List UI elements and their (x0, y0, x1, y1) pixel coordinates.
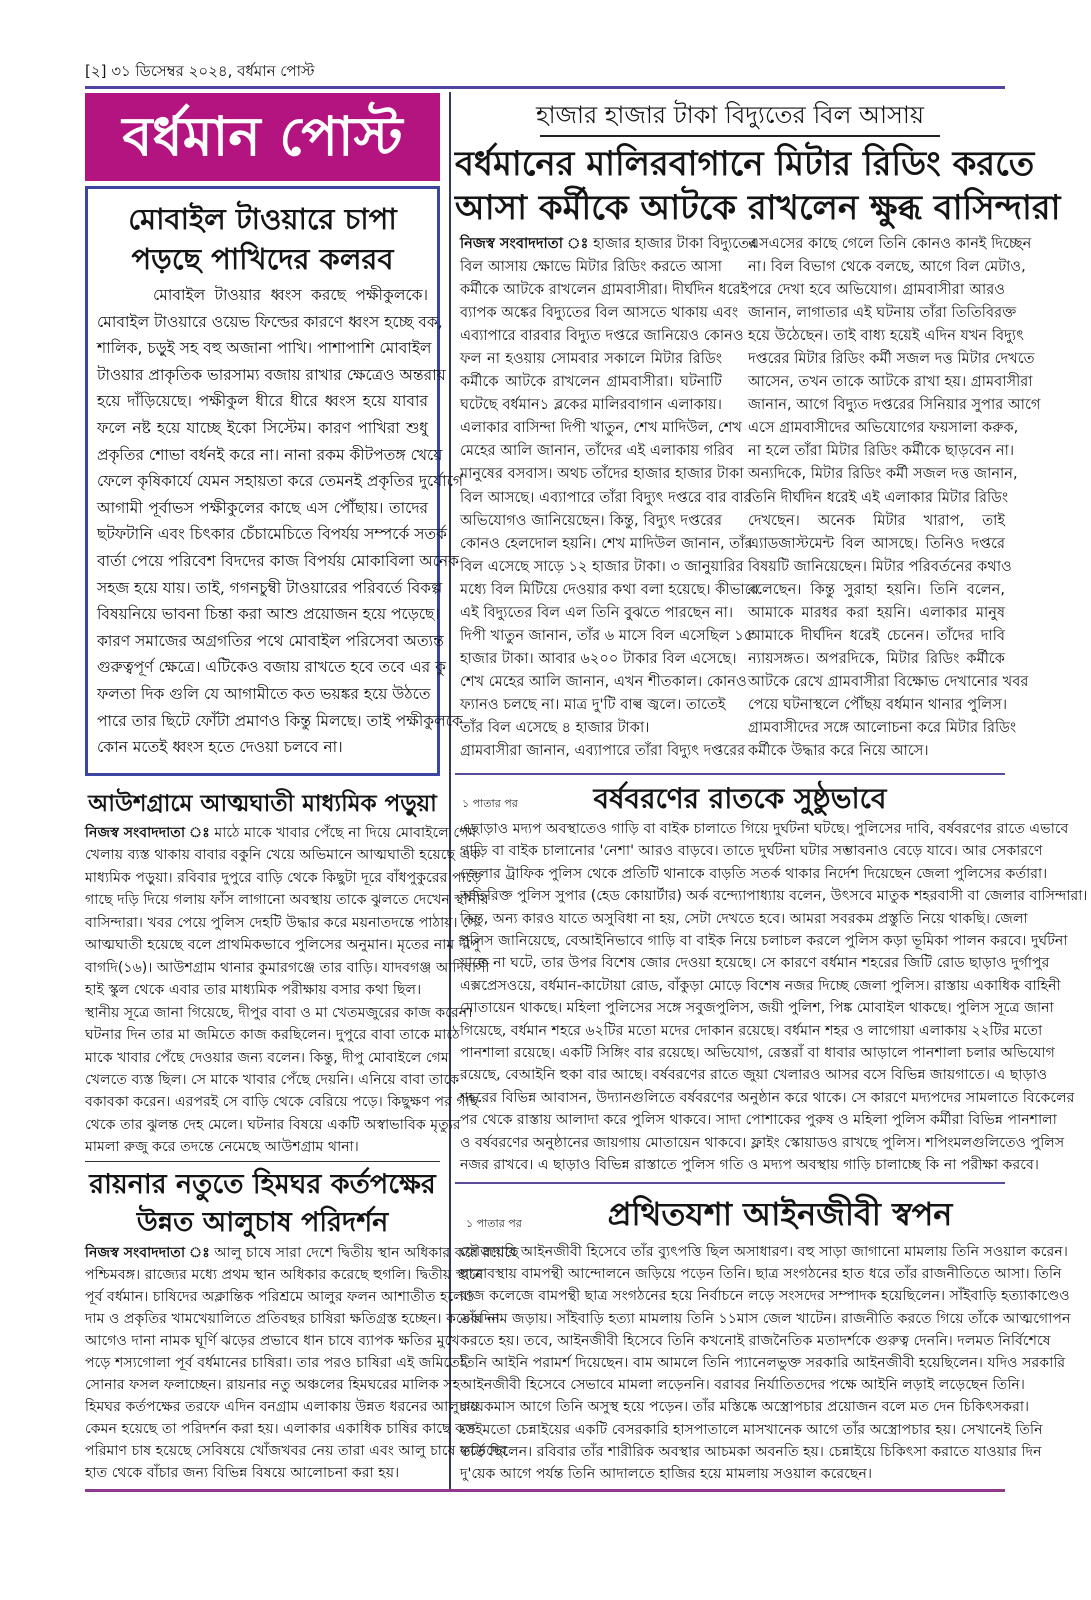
body-line (85, 822, 477, 844)
body-line-text: প্রকৃতির শোভা বর্ধনই করে না। নানা রকম কীটপতঙ্গ খেয়ে (97, 445, 443, 464)
body-line (460, 370, 722, 393)
body-line (97, 521, 448, 548)
body-line (748, 739, 1005, 762)
article-headline: বর্ষবরণের রাতকে সুষ্ঠুভাবে (593, 782, 887, 815)
body-line-text: খেলতে ব্যস্ত ছিল। সে মাকে খাবার পেঁছে দেয়নি। এনিয়ে বাবা তাকে (85, 1071, 460, 1088)
body-line (460, 324, 744, 347)
body-line (748, 278, 1005, 301)
body-line (748, 301, 1017, 324)
body-line-text: গ্রামবাসীরা জানান, এব্যাপারে তাঁরা বিদ্যুৎ দপ্তরের (460, 742, 746, 760)
body-line-text: ফলতা দিক গুলি যে আগামীতে কত ভয়ঙ্কর হয়ে উঠতে (97, 684, 431, 703)
body-line (85, 1308, 500, 1330)
body-line (460, 952, 1050, 974)
masthead-title: বর্ধমান পোস্ট (122, 105, 403, 168)
body-line (460, 232, 758, 255)
body-line (460, 1109, 1057, 1131)
section-rule (455, 773, 1005, 775)
body-line-text: এ্যাডজাস্টমেন্ট বিল আসছে। তিনিও দপ্তরে (748, 534, 1005, 552)
body-line (748, 347, 1035, 370)
body-line (460, 347, 722, 370)
body-line-text: দাম ও প্রকৃতির খামখেয়ালিতে প্রতিবছর চাষিরা ক্ষতিগ্রস্ত হচ্ছেন। কয়েকদিন (85, 1311, 500, 1327)
body-line-text: এই বিদ্যুতের বিল এল তিনি বুঝতে পারছেন না। (460, 603, 734, 621)
body-line (748, 555, 1012, 578)
body-line-text: কোনও হেলদোল হয়নি। শেখ মাদিউল জানান, তাঁর (460, 534, 753, 552)
body-line (460, 1463, 1005, 1485)
body-line (85, 1462, 440, 1484)
body-line-text: পরিমাণ চাষ হয়েছে সেবিষয়ে খোঁজখবর নেয় তারা এবং আলু চাষে ফড়েদের (85, 1443, 508, 1459)
body-line (97, 654, 446, 681)
body-line (97, 282, 428, 309)
body-line (460, 624, 754, 647)
body-line (85, 1024, 460, 1046)
body-line (85, 1352, 468, 1374)
section-rule (455, 1182, 1005, 1184)
body-line (460, 439, 734, 462)
body-line (460, 1352, 1066, 1374)
article-headline: প্রথিতযশা আইনজীবী স্বপন (607, 1195, 953, 1233)
masthead (85, 93, 440, 181)
body-line (748, 670, 1029, 693)
body-line-text: গ্রামবাসীদের সঙ্গে আলোচনা করে মিটার রিডিং (748, 718, 1017, 736)
body-line (460, 1020, 1043, 1042)
article-headline (97, 199, 428, 279)
body-line-text: কারণ সমাজের অগ্রগতির পথে মোবাইল পরিসেবা অত্যন্ত (97, 631, 444, 650)
article-body (85, 1242, 519, 1484)
body-line (85, 1286, 475, 1308)
body-line (460, 739, 746, 762)
body-line-text: বকাবকা করেন। এরপরই সে বাড়ি থেকে বেরিয়ে পড়ে। কিছুক্ষণ পর গাছ (85, 1094, 479, 1111)
page-header (85, 60, 315, 82)
body-line (748, 601, 1005, 624)
body-line-text: পশ্চিমবঙ্গ। রাজ্যের মধ্যে প্রথম স্থান অধিকার করেছে হুগলি। দ্বিতীয় স্থানে (85, 1267, 484, 1283)
body-line (460, 975, 1061, 997)
body-line-text: আগেও দানা নামক ঘূর্ণি ঝড়ের প্রভাবে ধান চাষে ব্যাপক ক্ষতির মুখে (85, 1333, 460, 1349)
body-line (97, 335, 432, 362)
body-line (460, 601, 734, 624)
headline-line: উন্নত আলুচাষ পরিদর্শন (136, 1207, 389, 1238)
body-line-text: বলেছেন। কিন্তু সুরাহা হয়নি। তিনি বলেন, (748, 580, 1005, 598)
body-line-text: আত্মঘাতী হয়েছে বলে প্রাথমিকভাবে পুলিসের অনুমান। মৃতের নাম দীপু (85, 937, 480, 954)
body-line-text: মধ্যে বিল মিটিয়ে দেওয়ার কথা বলা হয়েছে। কীভাবে (460, 580, 759, 598)
body-line-text: অভিযোগও জানিয়েছেন। কিন্তু, বিদ্যুৎ দপ্তরের (460, 511, 722, 529)
body-line (85, 1374, 461, 1396)
body-line-text: এক্সপ্রেসওয়ে, বর্ধমান-কাটোয়া রোড, বাঁকুড়া মোড়ে বিশেষ নজর দিচ্ছে জেলা পুলিস। রাস্তায় একাধিক বাহিনী (460, 977, 1061, 994)
body-line (748, 486, 1009, 509)
body-line (748, 393, 1041, 416)
body-line-text: বিষয়টি জানিয়েছেন। মিটার পরিবর্তনের কথাও (748, 557, 1012, 575)
body-line (85, 957, 490, 979)
body-line (97, 601, 440, 628)
body-line-text: ফল না হওয়ায় সোমবার সকালে মিটার রিডিং (460, 350, 722, 368)
body-line-text: দু'য়েক আগে পর্যন্ত তিনি আদালতে হাজির হয়ে মামলায় সওয়াল করেছেন। (460, 1466, 873, 1483)
body-line-text: আইনজীবী হিসেবে সেভাবে মামলা লড়েননি। বরাবর নির্যাতিতদের পক্ষে আইনি লড়াই লড়েছেন তিনি। (460, 1377, 1025, 1394)
body-line (85, 1396, 479, 1418)
body-line (97, 681, 431, 708)
body-line (460, 1064, 1048, 1086)
body-line (85, 912, 478, 934)
body-line-text: মোবাইল টাওয়ার ধ্বংস করছে পক্ষীকুলকে। (153, 286, 428, 304)
body-line-text: যাতে না ঘটে, তার উপর বিশেষ জোর দেওয়া হয়েছে। সে কারণে বর্ধমান শহরের জিটি রোড ছাড়াও দুর্গাপুর (460, 955, 1050, 972)
body-line-text: বিল আসায় ক্ষোভে মিটার রিডিং করতে আসা (460, 258, 722, 276)
body-line (97, 468, 464, 495)
body-line-text: পরে দেখা হবে অভিযোগ। গ্রামবাসীরা আরও (748, 281, 1005, 299)
body-line-text: বিষয়নিয়ে ভাবনা চিন্তা করা আশু প্রয়োজন হয়ে পড়েছে। (97, 605, 440, 624)
body-line-text: পানশালা রয়েছে। একটি সিঙ্গিং বার রয়েছে। অভিযোগ, রেস্তরাঁ বা ধাবার আড়ালে পানশালা চলার অভিযোগ (460, 1045, 1055, 1062)
top-rule (85, 86, 1005, 89)
body-line-text: আগামী পূর্বাভস পক্ষীকুলের কাছে এস পৌঁছায়। তাদের (97, 498, 428, 517)
body-line-text: কর্মীকে উদ্ধার করে নিয়ে আসে। (748, 742, 929, 760)
body-line (748, 716, 1017, 739)
body-line (460, 1419, 1043, 1441)
body-line-text: ফলে নষ্ট হয়ে যাচ্ছে ইকো সিস্টেম। কারণ পাখিরা শুধু (97, 418, 428, 437)
body-line-text: এসে গ্রামবাসীদের অভিযোগের ফয়সালা করুক, (748, 419, 1019, 437)
body-line-text: এসএসের কাছে গেলে তিনি কোনও কানই দিচ্ছেন (748, 235, 1032, 252)
body-line (460, 393, 722, 416)
body-line (748, 578, 1005, 601)
body-line (85, 1440, 508, 1462)
body-line (460, 693, 726, 716)
article-kicker: হাজার হাজার টাকা বিদ্যুতের বিল আসায় (535, 101, 925, 129)
body-line-text: অন্যদিকে, মিটার রিডিং কর্মী সজল দত্ত জানান, (748, 465, 1018, 483)
body-line-text: বিল এসেছে সাড়ে ১২ হাজার টাকা। ৩ জানুয়ারির (460, 557, 744, 575)
body-line (748, 624, 1005, 647)
body-line (460, 930, 1068, 952)
section-rule (85, 1161, 440, 1162)
body-line-text: গুরুত্বপূর্ণ ক্ষেত্রে। এটিকেও বজায় রাখতে হবে তবে এর কু (97, 658, 446, 677)
body-line (97, 309, 443, 336)
body-line (460, 416, 742, 439)
body-line-text: আসেন, তখন তাকে আটকে রাখা হয়। গ্রামবাসীরা (748, 373, 1033, 391)
body-line-text: পারে তার ছিটে ফোঁটা প্রমাণও কিন্তু মিলছে। তাই পক্ষীকুলকে (97, 711, 463, 730)
body-line (460, 255, 722, 278)
body-line (748, 462, 1018, 485)
body-line (85, 1091, 479, 1113)
body-line (460, 1374, 1025, 1396)
body-line-text: ঘটেছে বর্ধমান১ ব্লকের মালিরবাগান এলাকায়। (460, 396, 722, 414)
body-line (85, 1418, 476, 1440)
body-line (748, 439, 1015, 462)
body-line-text: না হলে তাঁরা মিটার রিডিং কর্মীকে ছাড়বেন না। (748, 442, 1015, 460)
body-line-text: জানান, আগে বিদ্যুত দপ্তরের সিনিয়ার সুপার আগে (748, 396, 1041, 414)
article-headline (455, 142, 1061, 230)
body-line-text: রয়েছে, বেআইনি হুকা বার আছে। বর্ষবরণের রাতে জুয়া খেলারও আসর বসে বিভিন্ন জায়গাতে। এ ছাড়াও (460, 1067, 1048, 1084)
body-line (460, 555, 744, 578)
body-line (460, 1087, 1075, 1109)
headline-line: আসা কর্মীকে আটকে রাখলেন ক্ষুব্ধ বাসিন্দারা (455, 188, 1061, 228)
body-line-text: দেখছেন। অনেক মিটার খারাপ, তাই (748, 511, 1005, 529)
body-line-text: হয়ে উঠেছেন। তাই বাধ্য হয়েই এদিন যখন বিদ্যুৎ (748, 327, 1024, 345)
body-line-text: কর্মীকে আটকে রাখলেন গ্রামবাসীরা। ঘটনাটি (460, 373, 722, 391)
byline: নিজস্ব সংবাদদাতা ঃ (85, 825, 210, 841)
body-line (460, 509, 722, 532)
body-line-text: মোবাইল টাওয়ারে ওয়েভ ফিল্ডের কারণে ধ্বংস হচ্ছে বক, (97, 312, 443, 331)
body-line-text: শেখ মেহের আলি জানান, এখন শীতকাল। কোনও (460, 672, 747, 690)
body-line-text: অতিরিক্ত পুলিস সুপার (হেড কোয়ার্টার) অর্ক বন্দ্যোপাধ্যায় বলেন, উৎসবে মাতুক শহরবাসী বা জেলার বাসিন্দারা। (460, 888, 1088, 905)
body-line-text: ব্যাপক অঙ্কের বিদ্যুতের বিল আসতে থাকায় এবং (460, 304, 739, 322)
body-line-text: মোতায়েন থাকছে। মহিলা পুলিসের সঙ্গে সবুজপুলিস, জয়ী পুলিশ, পিঙ্ক মোবাইল থাকছে। পুলিস সূত্রে জানা (460, 1000, 1054, 1017)
body-line-text: পূর্ব বর্ধমান। চাষিদের অক্লান্তিক পরিশ্রমে আলুর ফলন আশাতীত হলেও (85, 1289, 475, 1305)
body-line (748, 532, 1005, 555)
body-line (460, 840, 1043, 862)
body-line (460, 1154, 1039, 1176)
body-line-text: কোন মতেই ধ্বংস হতে দেওয়া চলবে না। (97, 738, 343, 757)
body-line-text: তাঁর বিল এসেছে ৪ হাজার টাকা। (460, 718, 650, 736)
body-line (748, 255, 1026, 278)
body-line-text: ছটফটানি এবং চিৎকার চেঁচামেচিতে বিপর্যয় সম্পর্কে সতর্ক (97, 525, 448, 544)
byline: নিজস্ব সংবাদদাতা ঃ (85, 1245, 210, 1261)
body-line-text: জানান, লাগাতার এই ঘটনায় তাঁরা তিতিবিরক্ত (748, 304, 1017, 322)
byline: নিজস্ব সংবাদদাতা ঃ (460, 235, 589, 252)
body-line-text: বাসিন্দারা। খবর পেয়ে পুলিস দেহটি উদ্ধার করে ময়নাতদন্তে পাঠায়। সে (85, 914, 478, 931)
body-line-text: কিন্তু, অন্য কারও যাতে অসুবিধা না হয়, সেটা দেখতে হবে। আমরা সবরকম প্রস্তুতি নিয়ে থাকছি। জেলা (460, 910, 1028, 927)
headline-line: পড়ছে পাখিদের কলরব (131, 242, 394, 276)
body-line-text: হাত থেকে বাঁচার জন্য বিভিন্ন বিষয়ে আলোচনা করা হয়। (85, 1465, 400, 1481)
body-line (748, 693, 1008, 716)
body-line (85, 1002, 473, 1024)
article-headline (85, 1166, 440, 1242)
body-line (460, 1441, 1042, 1463)
article-body-column-2 (748, 232, 1041, 762)
body-line-text: পড়ে শস্যগোলা পূর্ব বর্ধমানের চাষিরা। তার পরও চাষিরা এই জমিতেই (85, 1355, 468, 1371)
body-line-text: মাঠে মাকে খাবার পেঁছে না দিয়ে মোবাইলে গেম (214, 825, 477, 841)
body-line-text: নজর রাখবে। এ ছাড়াও বিভিন্ন রাস্তাতে পুলিস গতি ও মদ্যপ অবস্থায় গাড়ি চালাচ্ছে কি না পরীক্ষা করবে। (460, 1157, 1039, 1174)
body-line (97, 628, 444, 655)
body-line (748, 324, 1024, 347)
page-number: [২] (85, 62, 107, 80)
body-line (85, 979, 440, 1001)
body-line-text: ভর্তি ছিলেন। রবিবার তাঁর শারীরিক অবস্থার আচমকা অবনতি হয়। চেন্নাইয়ে চিকিৎসা করাতে যাওয়ার দিন (460, 1443, 1042, 1460)
body-line-text: ঘটনার দিন তার মা জমিতে কাজ করছিলেন। দুপুরে বাবা তাকে মাঠে (85, 1027, 460, 1044)
body-line (460, 462, 744, 485)
body-line (85, 844, 481, 866)
article-body (460, 1241, 1071, 1485)
body-line (460, 1132, 1065, 1154)
body-line-text: পুলিস জানিয়েছে, বেআইনিভাবে গাড়ি বা বাইক নিয়ে চলাচল করলে পুলিস কড়া ভূমিকা পালন করবে। দুর্ঘটনা (460, 933, 1068, 950)
headline-line: রায়নার নতুতে হিমঘর কর্তপক্ষের (89, 1169, 436, 1200)
body-line (460, 908, 1028, 930)
body-line-text: কর্মীকে আটকে রাখলেন গ্রামবাসীরা। দীর্ঘদিন ধরেই (460, 281, 749, 299)
body-line-text: তিনি আইনি পরামর্শ দিয়েছেন। বাম আমলে তিনি প্যানেলভুক্ত সরকারি আইনজীবী হয়েছিলেন। যদিও সরকারি (460, 1355, 1066, 1372)
kicker-underline (540, 135, 940, 137)
body-line-text: হাই স্কুল থেকে এবার তার মাধ্যমিক পরীক্ষায় বসার কথা ছিল। (85, 982, 422, 999)
body-line-text: সেইমতো চেন্নাইয়ের একটি বেসরকারি হাসপাতালে মাসখানেক আগে তাঁর অস্ত্রোপচার হয়। সেখানেই তিনি (460, 1421, 1043, 1438)
continued-label: ১ পাতার পর (466, 1217, 522, 1230)
body-line (97, 415, 428, 442)
body-line-text: সহজ হয়ে যায়। তাই, গগনচুম্বী টাওয়ারের পরিবর্তে বিকল্প (97, 578, 443, 597)
body-line-text: টাওয়ার প্রাকৃতিক ভারসাম্য বজায় রাখার ক্ষেত্রেও অন্তরায় (97, 365, 446, 384)
body-line (460, 1241, 1068, 1263)
body-line-text: ফেলে কৃষিকার্যে যেমন সহায়তা করে তেমনই প্রকৃতির দুর্যোগে (97, 472, 464, 491)
body-line (85, 1136, 440, 1158)
body-line (85, 1330, 460, 1352)
body-line (85, 1264, 484, 1286)
body-line (85, 1242, 519, 1264)
article-mobile-tower (85, 186, 464, 776)
body-line (97, 708, 463, 735)
body-line (460, 1330, 1051, 1352)
body-line (460, 532, 753, 555)
body-line (460, 1308, 1071, 1330)
body-line (85, 889, 489, 911)
body-line-text: থেকে তার ঝুলন্ত দেহ মেলে। ঘটনার বিষয়ে একটি অস্বাভাবিক মৃত্যুর (85, 1116, 461, 1133)
body-line-text: রাজ কলেজে বামপন্থী ছাত্র সংগঠনের হয়ে নির্বাচনে লড়ে সংসদের সম্পাদক হয়েছিলেন। সাঁইবাড়ি হত্যাকাণ্ডেও (460, 1288, 1070, 1305)
body-line (97, 362, 446, 389)
body-line (460, 647, 737, 670)
body-line (97, 388, 428, 415)
body-line (97, 442, 443, 469)
body-line (748, 647, 1005, 670)
body-line-text: দপ্তরের মিটার রিডিং কর্মী সজল দত্ত মিটার দেখতে (748, 350, 1035, 368)
body-line-text: স্থানীয় সূত্রে জানা গিয়েছে, দীপুর বাবা ও মা খেতমজুরের কাজ করেন। (85, 1004, 473, 1021)
body-line-text: শালিক, চড়ুই সহ বহু অজানা পাখি। পাশাপাশি মোবাইল (97, 339, 432, 358)
body-line (748, 509, 1005, 532)
bottom-rule (85, 1489, 1005, 1492)
body-line (460, 818, 1069, 840)
body-line-text: খেলায় ব্যস্ত থাকায় বাবার বকুনি খেয়ে অভিমানে আত্মঘাতী হয়েছে এক (85, 847, 481, 864)
body-line-text: জেলার ট্রাফিক পুলিস থেকে প্রতিটি থানাকে বাড়তি সতর্ক থাকার নির্দেশ দিয়েছেন জেলা পুলিসের কর্তারা। (460, 865, 1048, 882)
body-line (97, 575, 443, 602)
body-line-text: মাধ্যমিক পড়ুয়া। রবিবার দুপুরে বাড়ি থেকে কিছুটা দূরে বাঁধপুকুরের পাড়ে (85, 869, 482, 886)
body-line-text: মামলা রুজু করে তদন্তে নেমেছে আউশগ্রাম থানা। (85, 1139, 359, 1156)
body-line (460, 997, 1054, 1019)
body-line-text: না। বিল বিভাগ থেকে বলছে, আগে বিল মেটাও, (748, 258, 1026, 276)
body-line-text: ফৌজদারি আইনজীবী হিসেবে তাঁর ব্যুৎপত্তি ছিল অসাধারণ। বহু সাড়া জাগানো মামলায় তিনি সওয়াল করেন। (460, 1244, 1068, 1260)
body-line (460, 885, 1088, 907)
body-line-text: বার্তা পেয়ে পরিবেশ বিদদের কাজ বিপর্যয় মোকাবিলা অনেক (97, 551, 459, 570)
body-line (748, 370, 1033, 393)
body-line-text: তাঁর নাম জড়ায়। সাঁইবাড়ি হত্যা মামলায় তিনি ১১মাস জেল খাটেন। রাজনীতি করতে গিয়ে তাঁকে আত্মগোপন (460, 1310, 1071, 1327)
body-line-text: মানুষের বসবাস। অথচ তাঁদের হাজার হাজার টাকা (460, 465, 744, 483)
body-line-text: এছাড়াও মদ্যপ অবস্থাতেও গাড়ি বা বাইক চালাতে গিয়ে দুর্ঘটনা ঘটছে। পুলিসের দাবি, বর্ষবরণের রাতে এভাবে (460, 821, 1069, 837)
body-line-text: হাজার টাকা। আবার ৬২০০ টাকার বিল এসেছে। (460, 649, 737, 667)
body-line (85, 1047, 449, 1069)
body-line (460, 278, 749, 301)
article-body (85, 822, 490, 1159)
body-line (460, 670, 747, 693)
body-line-text: গাছে দড়ি দিয়ে গলায় ফাঁস লাগানো অবস্থায় তাকে ঝুলতে দেখেন স্থানীয় (85, 892, 489, 909)
body-line-text: ও বর্ষবরণের অনুষ্ঠানের জায়গায় মোতায়েন থাকবে। ফ্লাইং স্কোয়াডও রাখছে পুলিস। শপিংমলগুলিতেও পুলিস (460, 1134, 1065, 1151)
body-line-text: এলাকার বাসিন্দা দিপী খাতুন, শেখ মাদিউল, শেখ (460, 419, 742, 437)
body-line (85, 867, 482, 889)
body-line-text: শহরের বিভিন্ন আবাসন, উদ্যানগুলিতে বর্ষবরণের অনুষ্ঠান করে থাকে। সে কারণে মদ্যপদের সামলাতে বিকেলের (460, 1089, 1075, 1106)
body-line-text: গিয়েছে, বর্ধমান শহরে ৬২টির মতো মদের দোকান রয়েছে। বর্ধমান শহর ও লাগোয়া এলাকায় ২২টির মতো (460, 1022, 1043, 1039)
continued-label: ১ পাতার পর (462, 797, 518, 810)
body-line-text: হাজার হাজার টাকা বিদ্যুতের (593, 235, 758, 252)
body-line (460, 1396, 1030, 1418)
body-line-text: মেহের আলি জানান, তাঁদের এই এলাকায় গরিব (460, 442, 734, 460)
body-line (748, 232, 1032, 255)
body-line (460, 486, 752, 509)
body-line (460, 1285, 1070, 1307)
body-line-text: কয়েকমাস আগে তিনি অসুস্থ হয়ে পড়েন। তাঁর মস্তিষ্কে অস্ত্রোপচার প্রয়োজন বলে মত দেন চিকিৎসকরা। (460, 1399, 1030, 1416)
body-line-text: আমাকে দীর্ঘদিন ধরেই চেনেন। তাঁদের দাবি (748, 626, 1005, 644)
body-line-text: করতে হয়। তবে, আইনজীবী হিসেবে তিনি কখনোই রাজনৈতিক মতাদর্শকে গুরুত্ব দেননি। দলমত নির্বিশেষে (460, 1332, 1051, 1349)
body-line (97, 734, 428, 761)
body-line-text: তিনি দীর্ঘদিন ধরেই এই এলাকার মিটার রিডিং (748, 488, 1009, 506)
body-line-text: ন্যায়সঙ্গত। অপরদিকে, মিটার রিডিং কর্মীকে (748, 649, 1005, 667)
article-body (460, 818, 1088, 1177)
article-body (97, 282, 464, 761)
body-line (460, 1042, 1055, 1064)
body-line-text: পেয়ে ঘটনাস্থলে পৌঁছয় বর্ধমান থানার পুলিস। (748, 695, 1008, 713)
body-line (97, 548, 459, 575)
body-line (97, 495, 428, 522)
body-line-text: বিল আসছে। এব্যাপারে তাঁরা বিদ্যুৎ দপ্তরে বার বার (460, 488, 752, 506)
body-line (460, 1263, 1062, 1285)
article-headline: আউশগ্রামে আত্মঘাতী মাধ্যমিক পড়ুয়া (88, 791, 437, 817)
body-line-text: ছাত্রাবস্থায় বামপন্থী আন্দোলনে জড়িয়ে পড়েন তিনি। ছাত্র সংগঠনের হাত ধরে তাঁর রাজনীতিতে আসা। তিনি (460, 1266, 1062, 1283)
body-line (85, 1114, 461, 1136)
body-line-text: দিপী খাতুন জানান, তাঁর ৬ মাসে বিল এসেছিল ১৫ (460, 626, 754, 644)
body-line-text: এব্যাপারে বারবার বিদ্যুত দপ্তরে জানিয়েও কোনও (460, 327, 744, 345)
body-line-text: সোনার ফসল ফলাচ্ছেন। রায়নার নতু অঞ্চলের হিমঘরের মালিক সহ (85, 1377, 461, 1393)
body-line-text: কেমন হয়েছে তা পরিদর্শন করা হয়। এলাকার একাধিক চাষির কাছে কত (85, 1421, 476, 1437)
body-line-text: আমাকে মারধর করা হয়নি। এলাকার মানুষ (748, 603, 1005, 621)
body-line-text: আলু চাষে সারা দেশে দ্বিতীয় স্থান অধিকার করে রয়েছে (214, 1245, 519, 1261)
body-line-text: গাড়ি বা বাইক চালানোর 'নেশা' আরও বাড়বে। তাতে দুর্ঘটনা ঘটার সম্ভাবনাও বেড়ে যাবে। আর সেকারণে (460, 843, 1043, 860)
body-line (460, 578, 759, 601)
body-line (85, 934, 480, 956)
body-line-text: হিমঘর কর্তপক্ষের তরফে এদিন বনগ্রাম এলাকায় উন্নত ধরনের আলুচাষ (85, 1399, 479, 1415)
body-line-text: ফ্যানও চলছে না। মাত্র দু'টি বাল্ব জ্বলে। তাতেই (460, 695, 726, 713)
body-line-text: বাগদি(১৬)। আউশগ্রাম থানার কুমারগঞ্জে তার বাড়ি। যাদবগঞ্জ আদিবাসী (85, 959, 490, 976)
body-line (460, 301, 739, 324)
body-line (460, 863, 1048, 885)
body-line-text: আটকে রেখে গ্রামবাসীরা বিক্ষোভ দেখানোর খবর (748, 672, 1029, 690)
dateline: ৩১ ডিসেম্বর ২০২৪, বর্ধমান পোস্ট (111, 62, 315, 80)
body-line-text: পর থেকে রাস্তায় আলাদা করে পুলিস থাকবে। সাদা পোশাকের পুরুষ ও মহিলা পুলিস কর্মীরা বিভিন্ন পানশালা (460, 1112, 1057, 1129)
body-line (748, 416, 1019, 439)
article-body-column-1 (460, 232, 759, 762)
body-line (460, 716, 722, 739)
body-line-text: মাকে খাবার পেঁছে দেওয়ার জন্য বলেন। কিন্তু, দীপু মোবাইলে গেম (85, 1049, 449, 1066)
headline-line: মোবাইল টাওয়ারে চাপা (128, 202, 397, 236)
body-line (85, 1069, 460, 1091)
body-line-text: হয়ে দাঁড়িয়েছে। পক্ষীকুল ধীরে ধীরে ধ্বংস হয়ে যাবার (97, 392, 428, 411)
headline-line: বর্ধমানের মালিরবাগানে মিটার রিডিং করতে (455, 144, 1035, 184)
